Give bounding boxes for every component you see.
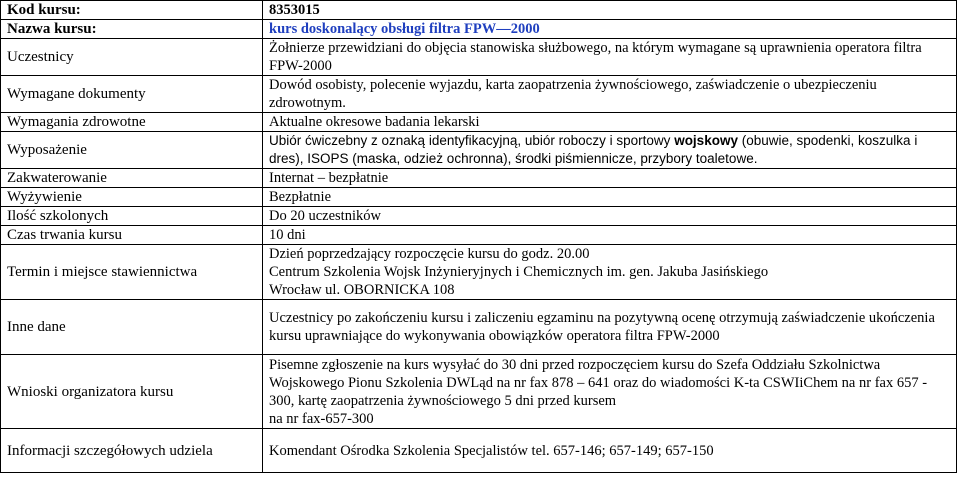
required-documents-value: Dowód osobisty, polecenie wyjazdu, karta zaopatrzenia żywnościowego, zaświadczenie o ubezpieczeniu zdrowotnym. bbox=[263, 76, 957, 113]
organizer-requests-line-1: Pisemne zgłoszenie na kurs wysyłać do 30 dni przed rozpoczęciem kursu do Szefa Oddziału Szkolnictwa Wojskowego Pionu Szkolenia DWLąd na nr fax 878 – 641 oraz do wiadomości K-ta CSWIiChem na nr fax 657 - 300, kartę zaopatrzenia żywnościowego 5 dni przed kursem bbox=[269, 356, 928, 409]
row-participants bbox=[1, 39, 957, 76]
organizer-requests-label: Wnioski organizatora kursu bbox=[1, 355, 263, 429]
course-duration-value: 10 dni bbox=[263, 226, 957, 245]
health-requirements-label: Wymagania zdrowotne bbox=[1, 113, 263, 132]
contact-value: Komendant Ośrodka Szkolenia Specjalistów tel. 657-146; 657-149; 657-150 bbox=[263, 429, 957, 473]
meals-label: Wyżywienie bbox=[1, 188, 263, 207]
row-course-name bbox=[1, 20, 957, 39]
organizer-requests-value bbox=[263, 355, 957, 429]
row-accommodation bbox=[1, 169, 957, 188]
row-course-code bbox=[1, 1, 957, 20]
row-other-info bbox=[1, 300, 957, 355]
course-code-label: Kod kursu: bbox=[1, 1, 263, 20]
equipment-text-start: Ubiór ćwiczebny z oznaką identyfikacyjną, ubiór roboczy i sportowy bbox=[269, 133, 675, 148]
required-documents-label: Wymagane dokumenty bbox=[1, 76, 263, 113]
row-trainee-count bbox=[1, 207, 957, 226]
health-requirements-value: Aktualne okresowe badania lekarski bbox=[263, 113, 957, 132]
other-info-label: Inne dane bbox=[1, 300, 263, 355]
participants-value: Żołnierze przewidziani do objęcia stanowiska służbowego, na którym wymagane są uprawnienia operatora filtra FPW-2000 bbox=[263, 39, 957, 76]
meals-value: Bezpłatnie bbox=[263, 188, 957, 207]
arrival-label: Termin i miejsce stawiennictwa bbox=[1, 245, 263, 300]
row-equipment bbox=[1, 132, 957, 169]
row-arrival bbox=[1, 245, 957, 300]
arrival-line-2: Centrum Szkolenia Wojsk Inżynieryjnych i Chemicznych im. gen. Jakuba Jasińskiego bbox=[269, 264, 769, 280]
course-duration-label: Czas trwania kursu bbox=[1, 226, 263, 245]
arrival-value bbox=[263, 245, 957, 300]
row-contact bbox=[1, 429, 957, 473]
contact-label: Informacji szczegółowych udziela bbox=[1, 429, 263, 473]
trainee-count-value: Do 20 uczestników bbox=[263, 207, 957, 226]
equipment-value bbox=[263, 132, 957, 169]
row-course-duration bbox=[1, 226, 957, 245]
equipment-text-bold: wojskowy bbox=[674, 133, 738, 148]
other-info-value: Uczestnicy po zakończeniu kursu i zaliczeniu egzaminu na pozytywną ocenę otrzymują zaświadczenie ukończenia kursu uprawniające do wykonywania obowiązków operatora filtra FPW-2000 bbox=[263, 300, 957, 355]
participants-label: Uczestnicy bbox=[1, 39, 263, 76]
course-name-value: kurs doskonalący obsługi filtra FPW—2000 bbox=[263, 20, 957, 39]
trainee-count-label: Ilość szkolonych bbox=[1, 207, 263, 226]
equipment-text-end: (obuwie, spodenki, koszulka i dres), ISOPS (maska, odzież ochronna), środki piśmiennicze, przybory toaletowe. bbox=[269, 133, 918, 166]
row-organizer-requests bbox=[1, 355, 957, 429]
course-code-value: 8353015 bbox=[263, 1, 957, 20]
arrival-line-1: Dzień poprzedzający rozpoczęcie kursu do godz. 20.00 bbox=[269, 246, 590, 262]
row-health-requirements bbox=[1, 113, 957, 132]
accommodation-value: Internat – bezpłatnie bbox=[263, 169, 957, 188]
arrival-line-3: Wrocław ul. OBORNICKA 108 bbox=[269, 282, 455, 298]
row-meals bbox=[1, 188, 957, 207]
course-name-label: Nazwa kursu: bbox=[1, 20, 263, 39]
equipment-label: Wyposażenie bbox=[1, 132, 263, 169]
accommodation-label: Zakwaterowanie bbox=[1, 169, 263, 188]
organizer-requests-line-2: na nr fax-657-300 bbox=[269, 410, 374, 427]
row-required-documents bbox=[1, 76, 957, 113]
